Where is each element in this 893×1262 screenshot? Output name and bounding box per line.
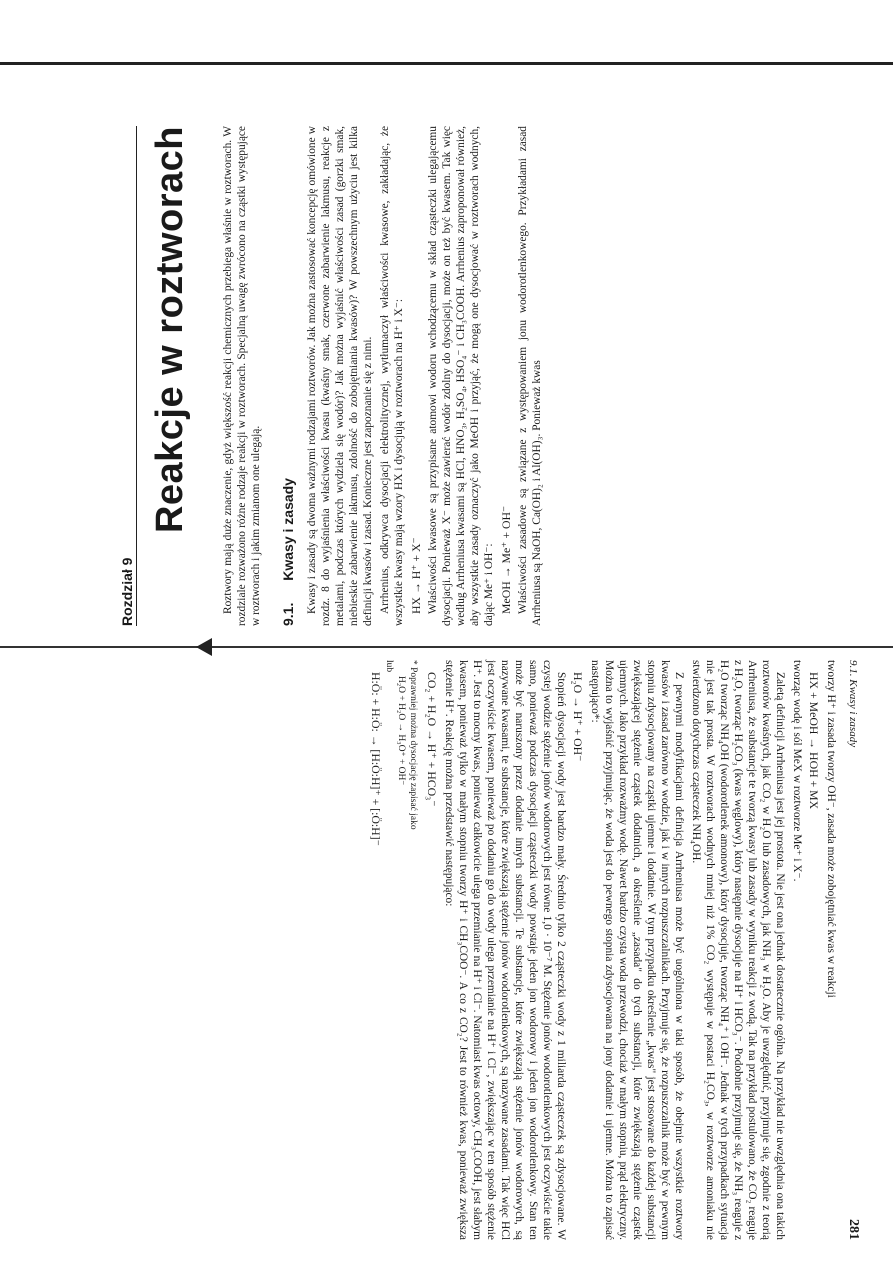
equation: HX + MeOH → HOH + MX	[807, 672, 821, 810]
running-head	[846, 660, 860, 1240]
running-title: 9.1. Kwasy i zasady	[847, 660, 859, 748]
equation: HX → H⁺ + X⁻	[409, 537, 423, 614]
right-page	[170, 660, 860, 1240]
left-page	[119, 126, 543, 626]
paragraph: tworzy H⁺ i zasada tworzy OH⁻, zasada może zobojętniać kwas w reakcji	[825, 660, 837, 998]
footnote-or: lub	[384, 660, 394, 673]
chapter-title: Reakcje w roztworach	[149, 126, 191, 534]
chapter-intro: Roztwory mają duże znaczenie, gdyż większość reakcji chemicznych przebiega właśnie w roztworach. W rozdziale rozważono różne rodzaje reakcji w roztworach. Specjalną uwagę zwrócono na cząstki występujące w roztworach i jakim zmianom one ulegają.	[222, 126, 262, 626]
footnote-equation: H₂O + H₂O → H₃O⁺ + OH⁻	[396, 676, 406, 786]
paragraph: tworząc wodę i sól MeX w roztworze Me⁺ i X⁻.	[791, 660, 803, 882]
footnote-text: * Poprawniej można dysocjację zapisać jako	[408, 660, 418, 830]
footnote	[383, 660, 419, 1240]
section-title: Kwasy i zasady	[280, 478, 296, 581]
chapter-label: Rozdział 9	[120, 126, 137, 626]
paragraph: Z pewnymi modyfikacjami definicja Arrheniusa może być uogólniona w taki sposób, że obejmie wszystkie roztwory kwasów i zasad zarówno w wodzie, jak i w innych rozpuszczalnikach. Przyjmuje się, że rozpuszczalnik może być w pewnym stopniu zdysocjowany na cząstki ujemne i dodatnie. W tym przypadku określenie „kwas" jest stosowane do każdej substancji zwiększającej stężenie cząstek dodatnich, a określenie „zasada" do tych substancji, które zwiększają stężenie cząstek ujemnych. Jako przykład rozważmy wodę. Nawet bardzo czysta woda przewodzi, chociaż w małym stopniu, prąd elektryczny. Można to wyjaśnić przyjmując, że woda jest do pewnego stopnia zdysocjowana na jony dodatnie i ujemne. Można to zapisać następująco*:	[589, 660, 685, 1240]
equation: MeOH → Me⁺ + OH⁻	[499, 505, 513, 614]
lewis-structure-equation: H:Ö: + H:Ö: → [H:Ö:H]⁺ + [:Ö:H]⁻	[369, 672, 383, 846]
paragraph: Zaletą definicji Arrheniusa jest jej prostota. Nie jest ona jednak dostatecznie ogólna. Na przykład nie uwzględnia ona takich roztworów kwaśnych, jak CO₂ w H₂O lub zasadowych, jak NH₃ w H₂O. Aby je uwzględnić, przyjmuje się, zgodnie z teorią Arrheniusa, że substancje te tworzą kwasy lub zasady w wyniku reakcji z wodą. Tak na przykład postulowano, że CO₂ reaguje z H₂O, tworząc H₂CO₃ (kwas węglowy), który następnie dysocjuje na H⁺ i HCO₃⁻. Podobnie przyjmuje się, że NH₃ reaguje z H₂O tworząc NH₄OH (wodorotlenek amonowy), który dysocjuje, tworząc NH₄⁺ i OH⁻. Jednak w tych przypadkach sytuacja nie jest tak prosta. W roztworach wodnych mniej niż 1% CO₂ występuje w postaci H₂CO₃, w roztworze amoniaku nie stwierdzono dotychczas cząsteczek NH₄OH.	[690, 660, 786, 1240]
page-number: 281	[846, 1219, 861, 1240]
section-number: 9.1.	[280, 602, 296, 626]
equation: H₂O → H⁺ + OH⁻	[571, 672, 585, 762]
gutter-arrow-mark	[196, 638, 212, 656]
paragraph: Kwasy i zasady są dwoma ważnymi rodzajami roztworów. Jak można zastosować koncepcję omówione w rozdz. 8 do wyjaśnienia właściwości kwasu (kwaśny smak, czerwone zabarwienie lakmusu, reakcje z metalami, podczas których wydziela się wodór)? Jak można wyjaśnić właściwości zasad (gorzki smak, niebieskie zabarwienie lakmusu, zdolność do zobojętniania kwasów)? W powszechnym użyciu jest kilka definicji kwasów i zasad. Konieczne jest zapoznanie się z nimi.	[306, 126, 374, 626]
paragraph: Właściwości zasadowe są związane z występowaniem jonu wodorotlenkowego. Przykładami zasad Arrheniusa są NaOH, Ca(OH)₂ i Al(OH)₃. Ponieważ kwas	[517, 126, 543, 626]
paragraph: Stopień dysocjacji wody jest bardzo mały. Średnio tylko 2 cząsteczki wody z 1 miliarda cząsteczek są zdysocjowane. W czystej wodzie stężenie jonów wodorowych jest równe 1,0 · 10⁻⁷ M. Stężenie jonów wodorotlenkowych jest oczywiście takie samo, ponieważ podczas dysocjacji cząsteczki wody powstaje jeden jon wodorowy i jeden jon wodorotlenkowy. Stan ten może być naruszony przez dodanie innych substancji. Te substancje, które zwiększają stężenie jonów wodorowych, są nazywane kwasami, te substancje, które zwiększają stężenie jonów wodorotlenkowych, są nazywane zasadami. Tak więc HCl jest oczywiście kwasem, ponieważ po dodaniu go do wody ulega przemianie na H⁺ i Cl⁻, zwiększając w ten sposób stężenie H⁺. Jest to mocny kwas, ponieważ całkowicie ulega przemianie na H⁺ i Cl⁻. Natomiast kwas octowy, CH₃COOH, jest słabym kwasem, ponieważ tylko w małym stopniu tworzy H⁺ i CH₃COO⁻. A co z CO₂? Jest to również kwas, ponieważ zwiększa stężenie H⁺. Reakcję można przedstawić następująco:	[443, 660, 567, 1240]
section-heading	[281, 126, 295, 626]
paragraph: Arrhenius, odkrywca dysocjacji elektrolitycznej, wytłumaczył właściwości kwasowe, zakładając, że wszystkie kwasy mają wzory HX i dysocjują w roztworach na H⁺ i X⁻:	[379, 126, 405, 626]
equation: CO₂ + H₂O → H⁺ + HCO₃⁻	[425, 672, 439, 807]
book-gutter-line	[0, 646, 893, 648]
scan-edge-line	[0, 62, 893, 65]
paragraph: Właściwości kwasowe są przypisane atomowi wodoru wchodzącemu w skład cząsteczki ulegającemu dysocjacji. Ponieważ X⁻ może zawierać wodór zdolny do dysocjacji, może on też być kwasem. Tak więc według Arrheniusa kwasami są HCl, HNO₃, H₂SO₄, HSO₄⁻ i CH₃COOH. Arrhenius zaproponował również, aby wszystkie zasady oznaczyć jako MeOH i przyjąć, że mogą one dysocjować w roztworach wodnych, dając Me⁺ i OH⁻:	[427, 126, 495, 626]
